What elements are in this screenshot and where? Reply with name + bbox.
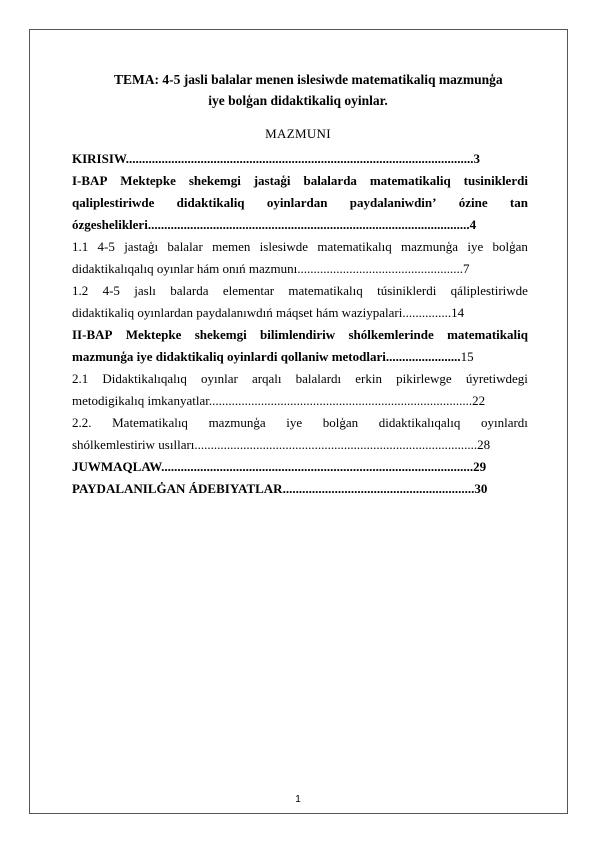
word: pikirlewge <box>396 371 452 386</box>
word: erkin <box>355 371 382 386</box>
word: matematikaliq <box>447 327 528 342</box>
toc-entry-chapter-2-line-1[interactable] <box>72 324 528 346</box>
word: tan <box>509 195 528 210</box>
word: oyınlardı <box>480 415 528 430</box>
toc-entry-section-2-2-line-1[interactable] <box>72 412 528 434</box>
word: II-BAP <box>72 327 113 342</box>
page-number: 1 <box>295 794 301 805</box>
toc-entry-section-2-2-line-2[interactable]: shólkemlestiriw usılları.......................................................................................28 <box>72 437 491 452</box>
word: Didaktikalıqalıq <box>102 371 187 386</box>
word: arqalı <box>251 371 282 386</box>
toc-entry-section-1-2-line-1[interactable] <box>72 280 528 302</box>
word: Mektepke <box>125 327 182 342</box>
word: elementar <box>222 283 275 298</box>
word: Mektepke <box>120 173 176 188</box>
word: bolģan <box>322 415 359 430</box>
word: matematikalıq <box>317 239 392 254</box>
word: jaslı <box>134 283 156 298</box>
toc-entry-conclusion[interactable]: JUWMAQLAW................................................................................................29 <box>72 459 487 474</box>
word: paydalaniwdin’ <box>349 195 437 210</box>
word: balalardı <box>295 371 342 386</box>
word: iye <box>467 239 484 254</box>
contents-heading: MAZMUNI <box>265 126 331 141</box>
word: ózine <box>458 195 488 210</box>
toc-entry-chapter-1-line-2[interactable] <box>72 192 528 214</box>
word: shekemgi <box>188 173 241 188</box>
word: didaktikalıqalıq <box>378 415 461 430</box>
title-line-1: TEMA: 4-5 jasli balalar menen islesiwde matematikaliq mazmunģa <box>114 72 503 87</box>
toc-entry-section-1-2-line-2[interactable]: didaktikaliq oyınlardan paydalanıwdıń máqset hám waziypalari...............14 <box>72 305 465 320</box>
word: shólkemlerinde <box>348 327 434 342</box>
toc-entry-chapter-1-line-3[interactable]: ózgeshelikleri...................................................................................................4 <box>72 217 477 232</box>
word: didaktikaliq <box>176 195 245 210</box>
toc-entry-section-1-1-line-1[interactable] <box>72 236 528 258</box>
word: oyinlardan <box>266 195 328 210</box>
word: balalar <box>167 239 203 254</box>
word: shekemgi <box>194 327 247 342</box>
word: 1.2 <box>72 283 89 298</box>
word: memen <box>212 239 251 254</box>
word: jastaģi <box>253 173 291 188</box>
word: 4-5 <box>97 239 115 254</box>
toc-entry-chapter-1-line-1[interactable] <box>72 170 528 192</box>
word: I-BAP <box>72 173 108 188</box>
toc-entry-references[interactable]: PAYDALANILĠAN ÁDEBIYATLAR...........................................................30 <box>72 481 488 496</box>
word: mazmunģa <box>208 415 266 430</box>
title-line-2: iye bolģan didaktikaliq oyinlar. <box>208 93 388 108</box>
word: matematikaliq <box>369 173 451 188</box>
table-of-contents <box>72 148 528 500</box>
word: úyretiwdegi <box>465 371 528 386</box>
word: balalarda <box>303 173 357 188</box>
toc-entry-section-2-1-line-1[interactable] <box>72 368 528 390</box>
word: 4-5 <box>102 283 120 298</box>
toc-entry-section-2-1-line-2[interactable]: metodigikalıq imkanyatlar.................................................................................22 <box>72 393 486 408</box>
word: qáliplestiriwde <box>450 283 528 298</box>
word: mazmunģa <box>401 239 459 254</box>
word: bilimlendiriw <box>260 327 336 342</box>
toc-entry-chapter-2-line-2[interactable] <box>72 346 528 368</box>
toc-entry-text: mazmunģa iye didaktikaliq oyinlardi qollaniw metodlari....................... <box>72 349 461 364</box>
word: 2.2. <box>72 415 92 430</box>
word: matematikalıq <box>288 283 363 298</box>
word: tusiniklerdi <box>463 173 528 188</box>
toc-entry-section-1-1-line-2[interactable]: didaktikalıqalıq oyınlar hám onıń mazmunı...................................................7 <box>72 261 470 276</box>
word: qaliplestiriwde <box>72 195 155 210</box>
word: túsiniklerdi <box>377 283 437 298</box>
word: balarda <box>170 283 209 298</box>
toc-page-number: 15 <box>460 349 474 364</box>
toc-entry-introduction[interactable]: KIRISIW...........................................................................................................3 <box>72 151 480 166</box>
word: iye <box>286 415 303 430</box>
word: Matematikalıq <box>112 415 188 430</box>
word: islesiwde <box>259 239 309 254</box>
word: jastaģı <box>124 239 159 254</box>
word: 1.1 <box>72 239 89 254</box>
word: 2.1 <box>72 371 89 386</box>
word: bolģan <box>492 239 528 254</box>
word: oyınlar <box>200 371 238 386</box>
